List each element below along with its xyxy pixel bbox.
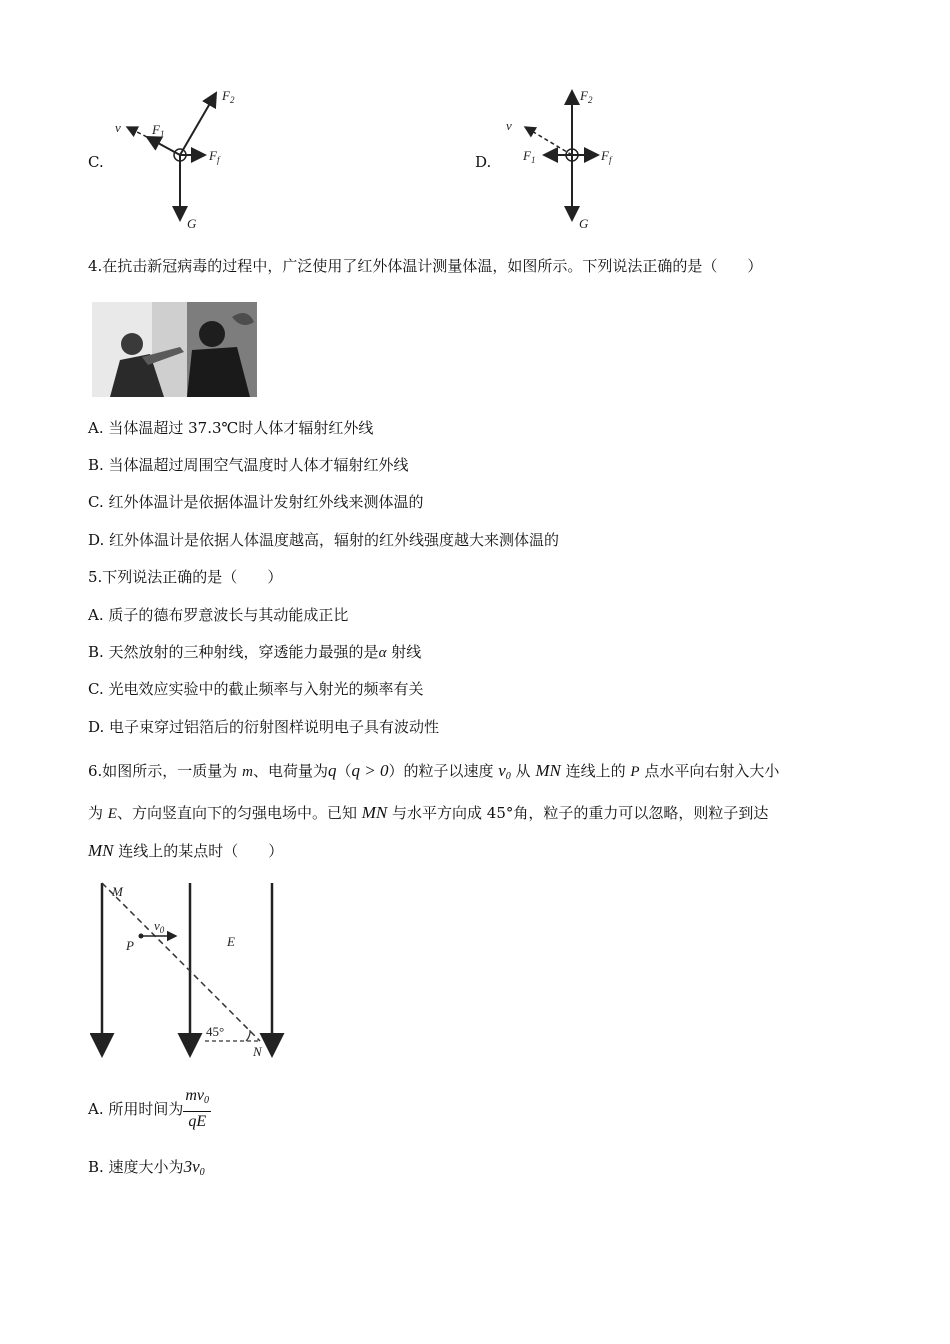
fraction-denominator: qE — [188, 1113, 207, 1130]
question-4-stem: 4.在抗击新冠病毒的过程中，广泛使用了红外体温计测量体温，如图所示。下列说法正确的是（ ） — [88, 257, 763, 275]
point-p — [139, 934, 144, 939]
label-m: M — [112, 884, 123, 899]
label-v: v — [506, 118, 512, 133]
label-ff: $F_f$ — [209, 148, 220, 165]
label-g: G — [187, 216, 197, 231]
question-6-line-2 — [88, 803, 768, 824]
charge-symbol: q — [327, 761, 337, 780]
q5-option-d: D. 电子束穿过铝箔后的衍射图样说明电子具有波动性 — [88, 718, 440, 736]
mn-symbol: MN — [535, 761, 561, 780]
force-diagram-d — [500, 80, 640, 235]
charge-condition: q > 0 — [351, 761, 389, 780]
q6-text: 6.如图所示，一质量为 — [88, 762, 243, 780]
q6-option-b-text: B. 速度大小为 — [88, 1158, 184, 1176]
q6-text: 与水平方向成 45°角，粒子的重力可以忽略，则粒子到达 — [387, 804, 769, 822]
fraction-numerator: $mv_0$ — [183, 1086, 211, 1112]
p-symbol: P — [630, 764, 640, 780]
q6-text: 、电荷量为 — [252, 762, 328, 780]
label-v0: $v_0$ — [154, 918, 165, 935]
label-g: G — [579, 216, 589, 231]
q5-option-c: C. 光电效应实验中的截止频率与入射光的频率有关 — [88, 680, 424, 698]
speed-value: $3v_0$ — [183, 1157, 205, 1178]
q6-text: 为 — [88, 804, 108, 822]
q5-option-b-suffix: 射线 — [386, 643, 422, 661]
question-6-line-3 — [88, 841, 283, 861]
alpha-symbol: α — [378, 645, 387, 661]
force-diagram-c — [105, 80, 245, 235]
q6-text: 连线上的 — [560, 762, 631, 780]
label-f1: $F_1$ — [523, 148, 536, 165]
f1-arrow — [147, 137, 180, 155]
velocity-symbol: $v_0$ — [498, 761, 511, 782]
label-f1: $F_1$ — [152, 122, 165, 139]
thermometer-photo — [92, 302, 257, 397]
velocity-arrow — [525, 127, 572, 155]
f2-arrow — [180, 93, 216, 155]
q4-option-c: C. 红外体温计是依据体温计发射红外线来测体温的 — [88, 493, 424, 511]
e-symbol: E — [107, 806, 117, 822]
photo-illustration — [92, 302, 257, 397]
label-f2: $F_2$ — [580, 88, 593, 105]
q5-option-a: A. 质子的德布罗意波长与其动能成正比 — [88, 606, 349, 624]
q6-text: 连线上的某点时（ ） — [113, 842, 284, 860]
electric-field-diagram — [90, 878, 290, 1063]
q6-option-a-text: A. 所用时间为 — [88, 1100, 184, 1118]
q6-text: 、方向竖直向下的匀强电场中。已知 — [116, 804, 362, 822]
velocity-arrow — [127, 127, 147, 137]
q6-option-b — [88, 1157, 205, 1183]
angle-arc — [246, 1030, 250, 1041]
q5-option-b-text: B. 天然放射的三种射线，穿透能力最强的是 — [88, 643, 379, 661]
mass-symbol: m — [242, 764, 253, 780]
question-6-line-1 — [88, 761, 779, 787]
q5-option-b — [88, 642, 421, 663]
label-n: N — [253, 1044, 262, 1059]
mn-symbol: MN — [88, 841, 114, 860]
q6-text: ）的粒子以速度 — [388, 762, 499, 780]
label-p: P — [126, 938, 134, 953]
q4-option-d: D. 红外体温计是依据人体温度越高，辐射的红外线强度越大来测体温的 — [88, 531, 560, 549]
label-f2: $F_2$ — [222, 88, 235, 105]
label-v: v — [115, 120, 121, 135]
label-angle: 45° — [206, 1024, 225, 1039]
mn-dashed-line — [102, 883, 260, 1041]
label-e: E — [227, 934, 235, 949]
q4-option-a: A. 当体温超过 37.3℃时人体才辐射红外线 — [88, 419, 374, 437]
q6-text: 从 — [510, 762, 536, 780]
q6-text: 点水平向右射入大小 — [639, 762, 780, 780]
option-d-label: D. — [475, 153, 492, 171]
q6-option-a — [88, 1086, 211, 1132]
mn-symbol: MN — [361, 803, 388, 822]
q6-text: （ — [336, 762, 352, 780]
time-fraction — [183, 1086, 211, 1132]
option-c-label: C. — [88, 153, 104, 171]
question-5-stem: 5.下列说法正确的是（ ） — [88, 568, 283, 586]
q4-option-b: B. 当体温超过周围空气温度时人体才辐射红外线 — [88, 456, 409, 474]
label-ff: $F_f$ — [601, 148, 612, 165]
